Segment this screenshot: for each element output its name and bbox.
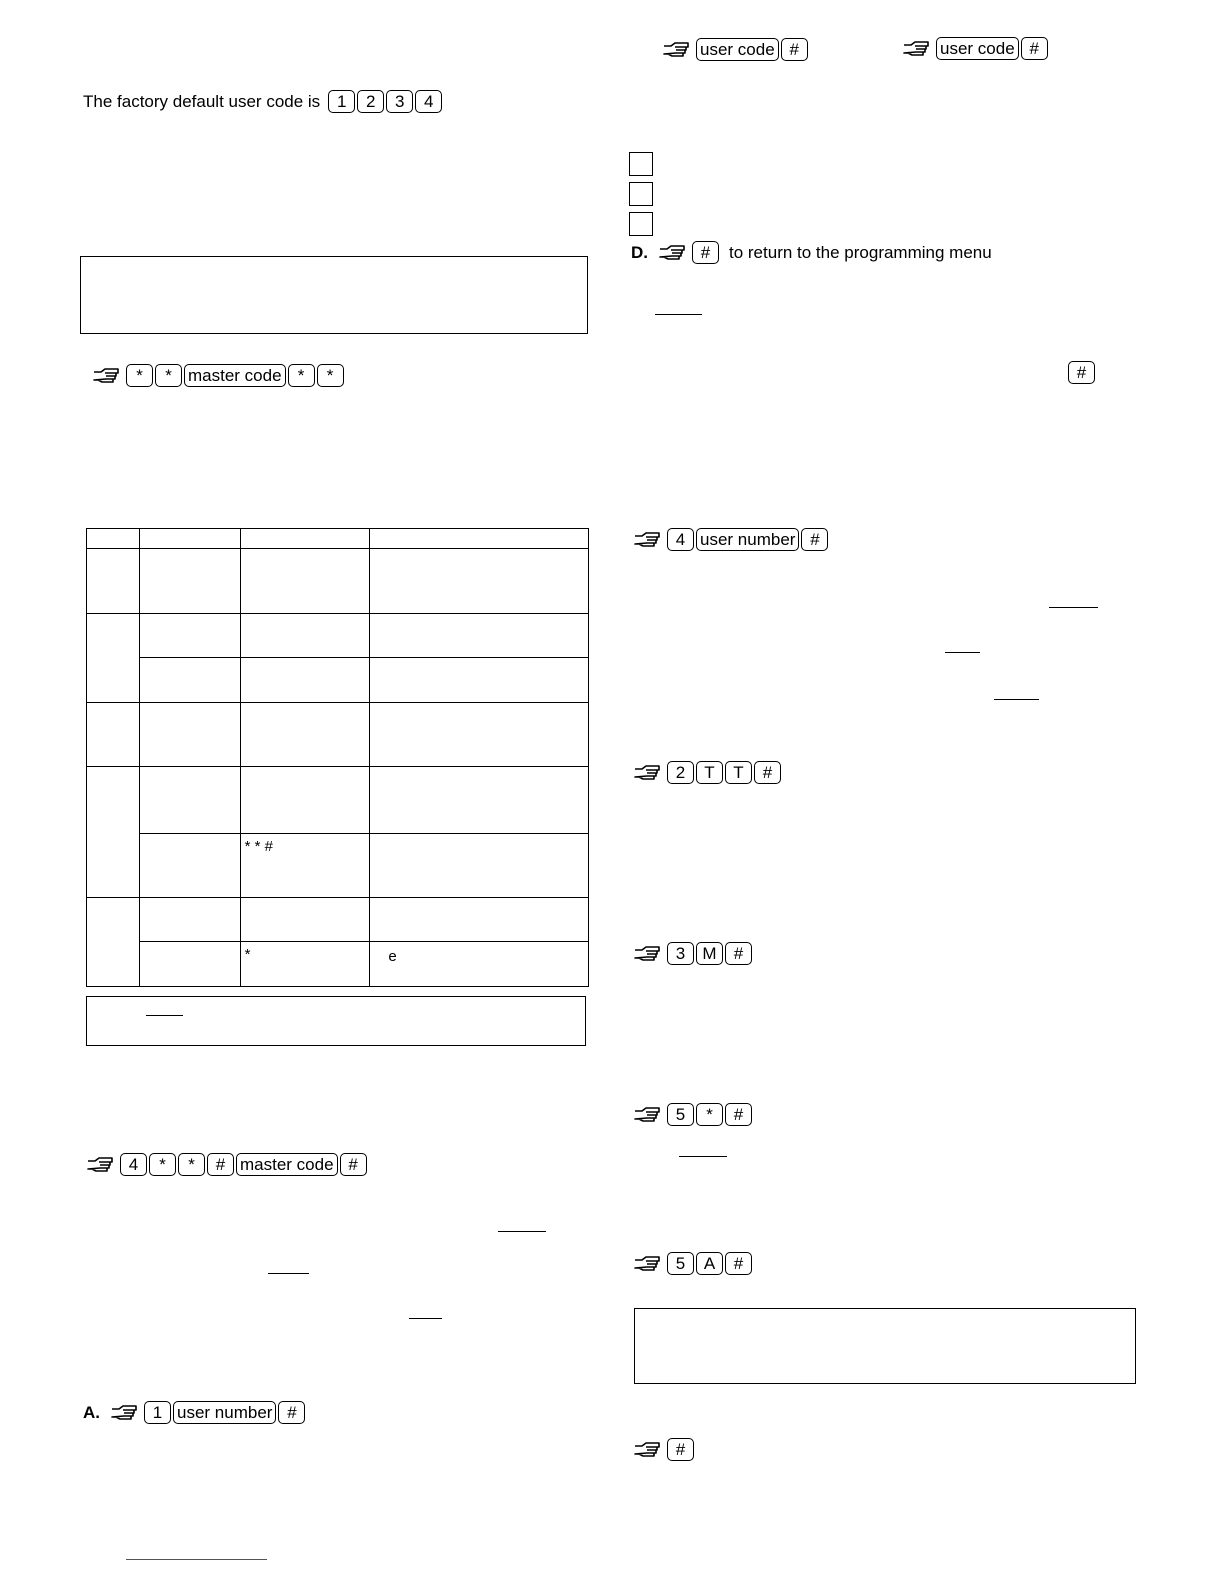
key-star: * bbox=[288, 364, 315, 387]
key-5: 5 bbox=[667, 1103, 694, 1126]
table-row bbox=[87, 834, 589, 898]
key-hash: # bbox=[667, 1438, 694, 1461]
key-hash: # bbox=[692, 241, 719, 264]
underline bbox=[679, 1156, 727, 1157]
key-star: * bbox=[317, 364, 344, 387]
seq-3m bbox=[633, 942, 754, 965]
key-hash: # bbox=[781, 38, 808, 61]
note-box-top-left bbox=[80, 256, 588, 334]
table-row bbox=[87, 549, 589, 614]
key-hash: # bbox=[340, 1153, 367, 1176]
key-master-code: master code bbox=[236, 1153, 338, 1176]
default-code-line bbox=[83, 90, 444, 113]
key-3: 3 bbox=[667, 942, 694, 965]
pointing-hand-icon bbox=[658, 243, 688, 263]
key-t: T bbox=[725, 761, 752, 784]
underline bbox=[655, 314, 702, 315]
pointing-hand-icon bbox=[633, 1254, 663, 1274]
seq-5a bbox=[633, 1252, 754, 1275]
user-number-sequence bbox=[633, 528, 830, 551]
pointing-hand-icon bbox=[902, 39, 932, 59]
key-hash: # bbox=[207, 1153, 234, 1176]
pointing-hand-icon bbox=[633, 944, 663, 964]
underline bbox=[268, 1273, 309, 1274]
underline bbox=[945, 652, 980, 653]
key-hash: # bbox=[725, 942, 752, 965]
key-hash: # bbox=[725, 1103, 752, 1126]
key-5: 5 bbox=[667, 1252, 694, 1275]
key-hash: # bbox=[754, 761, 781, 784]
key-user-code: user code bbox=[696, 38, 779, 61]
programming-table bbox=[86, 528, 589, 987]
key-t: T bbox=[696, 761, 723, 784]
table-cell-star-star-hash: * * # bbox=[244, 838, 273, 855]
table-cell-star: * bbox=[244, 946, 251, 963]
seq-2tt bbox=[633, 761, 783, 784]
seq-hash bbox=[633, 1438, 696, 1461]
key-star: * bbox=[696, 1103, 723, 1126]
user-code-sequence-2 bbox=[902, 37, 1050, 60]
note-box-below-table bbox=[86, 996, 586, 1046]
table-row bbox=[87, 898, 589, 942]
pointing-hand-icon bbox=[110, 1403, 140, 1423]
seq-5star bbox=[633, 1103, 754, 1126]
underline bbox=[1049, 607, 1098, 608]
key-hash: # bbox=[1021, 37, 1048, 60]
checkbox[interactable] bbox=[629, 152, 653, 176]
key-star: * bbox=[149, 1153, 176, 1176]
lone-hash-key bbox=[1068, 361, 1097, 384]
pointing-hand-icon bbox=[633, 763, 663, 783]
step-a-label: A. bbox=[83, 1402, 100, 1422]
table-row bbox=[87, 614, 589, 658]
table-row bbox=[87, 703, 589, 767]
key-user-code: user code bbox=[936, 37, 1019, 60]
key-hash: # bbox=[801, 528, 828, 551]
underline bbox=[146, 1015, 183, 1016]
checkbox[interactable] bbox=[629, 182, 653, 206]
key-3: 3 bbox=[386, 90, 413, 113]
step-a-sequence bbox=[83, 1401, 307, 1424]
table-row bbox=[87, 942, 589, 987]
key-2: 2 bbox=[357, 90, 384, 113]
key-4: 4 bbox=[120, 1153, 147, 1176]
underline bbox=[409, 1318, 442, 1319]
user-code-sequence-1 bbox=[662, 38, 810, 61]
key-4: 4 bbox=[415, 90, 442, 113]
enter-programming-sequence bbox=[92, 364, 346, 387]
table-row bbox=[87, 767, 589, 834]
underline bbox=[498, 1231, 546, 1232]
key-master-code: master code bbox=[184, 364, 286, 387]
key-4: 4 bbox=[667, 528, 694, 551]
step-d-text: to return to the programming menu bbox=[729, 242, 992, 262]
pointing-hand-icon bbox=[92, 366, 122, 386]
link-underline bbox=[126, 1559, 267, 1560]
step-d-label: D. bbox=[631, 242, 648, 262]
table-header-row bbox=[87, 529, 589, 549]
key-star: * bbox=[126, 364, 153, 387]
key-a: A bbox=[696, 1252, 723, 1275]
pointing-hand-icon bbox=[633, 530, 663, 550]
pointing-hand-icon bbox=[633, 1440, 663, 1460]
table-row bbox=[87, 658, 589, 703]
key-star: * bbox=[155, 364, 182, 387]
key-m: M bbox=[696, 942, 723, 965]
key-hash: # bbox=[725, 1252, 752, 1275]
key-2: 2 bbox=[667, 761, 694, 784]
key-1: 1 bbox=[328, 90, 355, 113]
pointing-hand-icon bbox=[662, 40, 692, 60]
note-box-bottom-right bbox=[634, 1308, 1136, 1384]
step-d-line bbox=[631, 241, 992, 264]
checkbox[interactable] bbox=[629, 212, 653, 236]
key-hash: # bbox=[1068, 361, 1095, 384]
table-cell-e: e bbox=[388, 948, 397, 965]
pointing-hand-icon bbox=[86, 1155, 116, 1175]
default-code-text: The factory default user code is bbox=[83, 91, 321, 111]
underline bbox=[994, 699, 1039, 700]
master-code-sequence bbox=[86, 1153, 369, 1176]
key-user-number: user number bbox=[696, 528, 799, 551]
key-hash: # bbox=[278, 1401, 305, 1424]
pointing-hand-icon bbox=[633, 1105, 663, 1125]
key-user-number: user number bbox=[173, 1401, 276, 1424]
key-star: * bbox=[178, 1153, 205, 1176]
key-1: 1 bbox=[144, 1401, 171, 1424]
